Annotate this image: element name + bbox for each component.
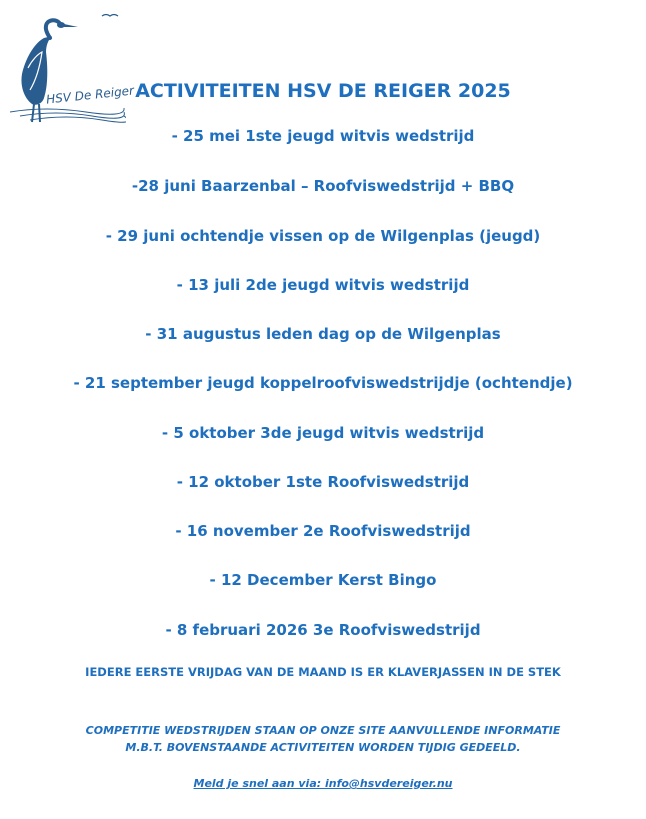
page-title [0, 80, 646, 102]
competitie-note: COMPETITIE WEDSTRIJDEN STAAN OP ONZE SITE AANVULLENDE INFORMATIE M.B.T. BOVENSTAANDE ACTIVITEITEN WORDEN TIJDIG GEDEELD. [85, 724, 561, 754]
klaverjassen-note: IEDERE EERSTE VRIJDAG VAN DE MAAND IS ER KLAVERJASSEN IN DE STEK [85, 665, 561, 679]
activity-item: - 5 oktober 3de jeugd witvis wedstrijd [161, 424, 485, 442]
activity-item: - 13 juli 2de jeugd witvis wedstrijd [176, 276, 470, 294]
activity-item: - 31 augustus leden dag op de Wilgenplas [145, 325, 501, 343]
activity-item: - 12 oktober 1ste Roofviswedstrijd [176, 473, 470, 491]
activity-item: - 8 februari 2026 3e Roofviswedstrijd [165, 621, 481, 639]
signup-link[interactable]: Meld je snel aan via: info@hsvdereiger.nu [193, 777, 453, 790]
activity-item: - 21 september jeugd koppelroofviswedstrijdje (ochtendje) [73, 374, 573, 392]
heron-icon [6, 8, 126, 126]
page-title-text: ACTIVITEITEN HSV DE REIGER 2025 [135, 80, 511, 102]
activity-item: - 12 December Kerst Bingo [209, 571, 437, 589]
activity-item: - 16 november 2e Roofviswedstrijd [175, 522, 471, 540]
logo-text: HSV De Reiger [45, 83, 135, 107]
activity-item: - 29 juni ochtendje vissen op de Wilgenplas (jeugd) [105, 227, 541, 245]
activity-item: -28 juni Baarzenbal – Roofviswedstrijd + BBQ [131, 177, 515, 195]
activity-item: - 25 mei 1ste jeugd witvis wedstrijd [171, 127, 475, 145]
club-logo [6, 8, 135, 126]
